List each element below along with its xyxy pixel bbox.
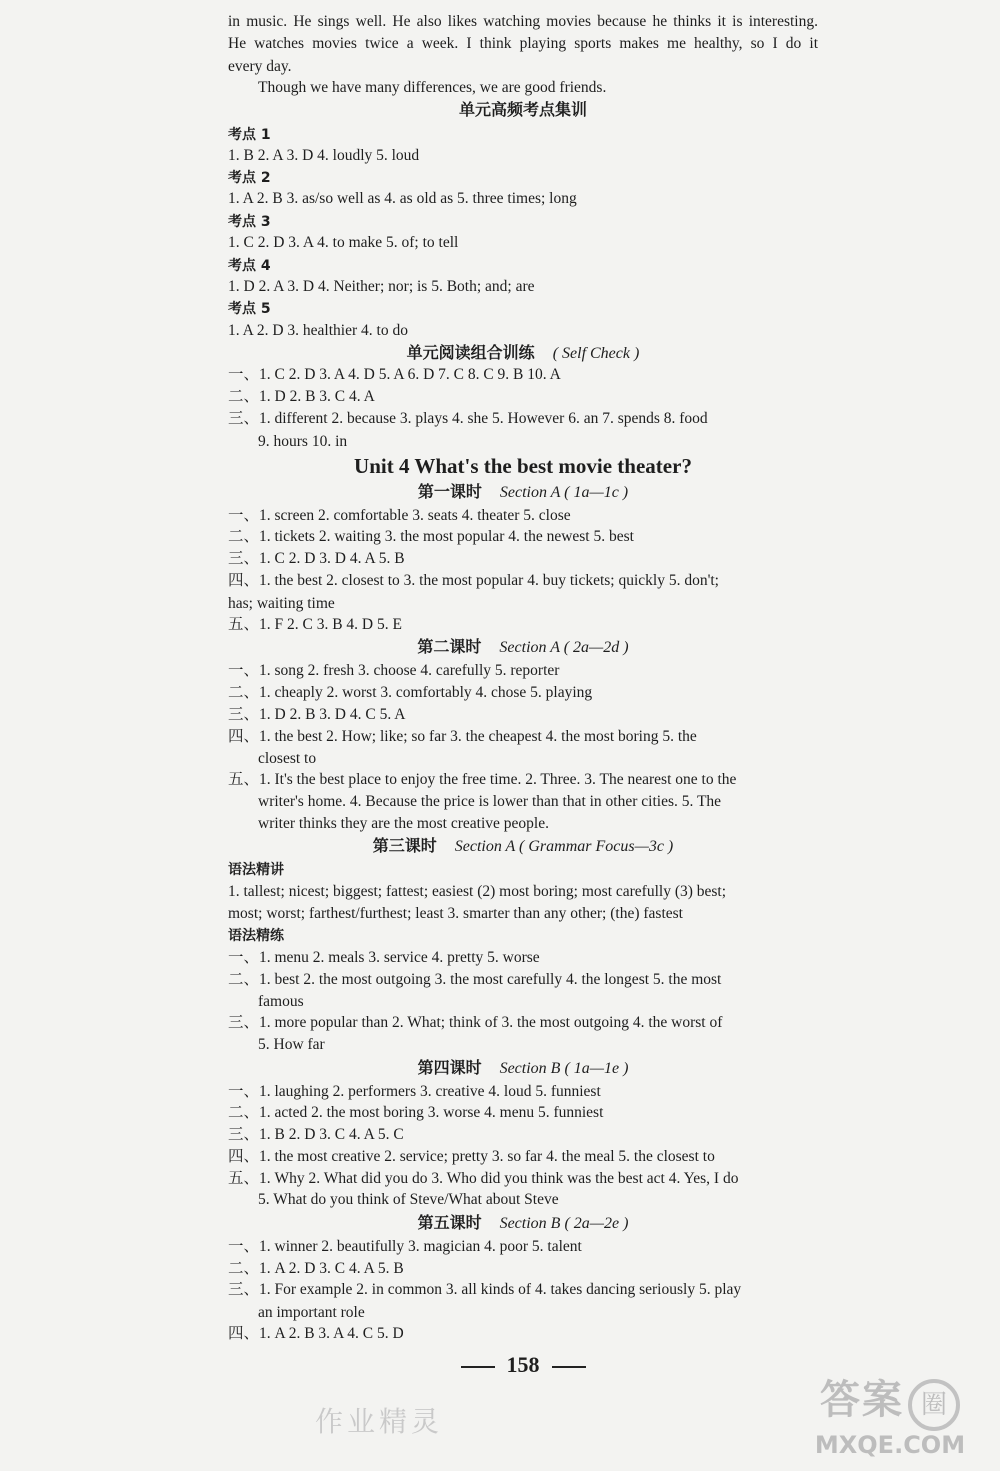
- lesson-heading: [228, 1057, 818, 1080]
- unit-title: Unit 4 What's the best movie theater?: [354, 454, 692, 478]
- answer-line: writer's home. 4. Because the price is lower than that in other cities. 5. The: [258, 793, 722, 810]
- lesson-heading: [228, 636, 818, 659]
- watermark-circle-icon: 圈: [908, 1379, 960, 1431]
- answer-line: 四、1. the best 2. How; like; so far 3. the cheapest 4. the most boring 5. the: [228, 728, 697, 745]
- answer-line: 1. A 2. B 3. as/so well as 4. as old as 5. three times; long: [228, 190, 577, 207]
- answer-line: writer thinks they are the most creative people.: [258, 815, 549, 832]
- page-number-value: 158: [506, 1352, 540, 1377]
- intro-line: every day.: [228, 58, 292, 75]
- answer-line: 1. tallest; nicest; biggest; fattest; easiest (2) most boring; most carefully (3) best;: [228, 883, 727, 900]
- answer-line: 二、1. cheaply 2. worst 3. comfortably 4. chose 5. playing: [228, 684, 593, 701]
- intro-line: Though we have many differences, we are good friends.: [258, 79, 607, 96]
- answer-line: 三、1. C 2. D 3. D 4. A 5. B: [228, 550, 405, 567]
- answer-line: famous: [258, 993, 304, 1010]
- answer-line: most; worst; farthest/furthest; least 3. smarter than any other; (the) fastest: [228, 905, 683, 922]
- answer-line: an important role: [258, 1304, 365, 1321]
- lesson-title-cn: 第五课时: [417, 1213, 482, 1232]
- intro-line: in music. He sings well. He also likes watching movies because he thinks it is interesting.: [228, 13, 818, 30]
- answer-line: 五、1. F 2. C 3. B 4. D 5. E: [228, 616, 402, 633]
- answer-line: 1. D 2. A 3. D 4. Neither; nor; is 5. Both; and; are: [228, 278, 535, 295]
- answer-line: 二、1. acted 2. the most boring 3. worse 4. menu 5. funniest: [228, 1104, 604, 1121]
- answer-line: closest to: [258, 750, 317, 767]
- answer-line: has; waiting time: [228, 595, 335, 612]
- lesson-heading: [228, 835, 818, 858]
- lesson-title-en: Section B ( 1a—1e ): [499, 1060, 629, 1077]
- page-number: [228, 1352, 818, 1378]
- lesson-title-cn: 第三课时: [372, 836, 437, 855]
- exam-point-label: 考点 4: [228, 258, 271, 274]
- answer-line: 一、1. winner 2. beautifully 3. magician 4. poor 5. talent: [228, 1238, 582, 1255]
- watermark-main-text: 答案: [820, 1377, 904, 1423]
- lesson-title-cn: 第四课时: [417, 1058, 482, 1077]
- answer-line: 二、1. best 2. the most outgoing 3. the most carefully 4. the longest 5. the most: [228, 971, 722, 988]
- answer-line: 5. What do you think of Steve/What about Steve: [258, 1191, 559, 1208]
- page-number-dash-right: [552, 1366, 586, 1368]
- answer-line: 一、1. C 2. D 3. A 4. D 5. A 6. D 7. C 8. C 9. B 10. A: [228, 366, 561, 383]
- exam-point-label: 考点 1: [228, 127, 271, 143]
- section-title-self-check: [228, 342, 818, 365]
- grammar-subheading: 语法精讲: [228, 862, 284, 878]
- lesson-title-en: Section B ( 2a—2e ): [499, 1215, 629, 1232]
- exam-point-label: 考点 5: [228, 301, 271, 317]
- answer-line: 四、1. the best 2. closest to 3. the most popular 4. buy tickets; quickly 5. don't;: [228, 572, 719, 589]
- answer-line: 二、1. A 2. D 3. C 4. A 5. B: [228, 1260, 404, 1277]
- lesson-heading: [228, 1212, 818, 1235]
- lesson-heading: [228, 481, 818, 504]
- answer-line: 五、1. It's the best place to enjoy the free time. 2. Three. 3. The nearest one to the: [228, 771, 737, 788]
- answer-line: 二、1. tickets 2. waiting 3. the most popular 4. the newest 5. best: [228, 528, 634, 545]
- exam-point-label: 考点 3: [228, 214, 271, 230]
- lesson-title-cn: 第一课时: [417, 482, 482, 501]
- exam-point-label: 考点 2: [228, 170, 271, 186]
- grammar-subheading: 语法精练: [228, 928, 284, 944]
- watermark-url: MXQE.COM: [814, 1431, 966, 1459]
- lesson-title-en: Section A ( 2a—2d ): [499, 639, 629, 656]
- intro-line: He watches movies twice a week. I think playing sports makes me healthy, so I do it: [228, 35, 818, 52]
- corner-watermark-logo: [800, 1368, 980, 1459]
- section-title-exam-points: 单元高频考点集训: [458, 100, 587, 119]
- answer-line: 三、1. different 2. because 3. plays 4. she 5. However 6. an 7. spends 8. food: [228, 410, 708, 427]
- answer-line: 五、1. Why 2. What did you do 3. Who did you think was the best act 4. Yes, I do: [228, 1170, 739, 1187]
- answer-line: 一、1. laughing 2. performers 3. creative 4. loud 5. funniest: [228, 1083, 601, 1100]
- section-title-cn: 单元阅读组合训练: [406, 343, 535, 362]
- answer-line: 三、1. more popular than 2. What; think of 3. the most outgoing 4. the worst of: [228, 1014, 723, 1031]
- answer-line: 四、1. the most creative 2. service; pretty 3. so far 4. the meal 5. the closest to: [228, 1148, 715, 1165]
- answer-line: 三、1. B 2. D 3. C 4. A 5. C: [228, 1126, 404, 1143]
- section-title-en: ( Self Check ): [552, 345, 640, 362]
- lesson-title-en: Section A ( Grammar Focus—3c ): [454, 838, 674, 855]
- answer-line: 1. B 2. A 3. D 4. loudly 5. loud: [228, 147, 420, 164]
- lesson-title-cn: 第二课时: [417, 637, 482, 656]
- answer-line: 一、1. song 2. fresh 3. choose 4. carefully 5. reporter: [228, 662, 560, 679]
- answer-line: 三、1. D 2. B 3. D 4. C 5. A: [228, 706, 406, 723]
- answer-line: 二、1. D 2. B 3. C 4. A: [228, 388, 375, 405]
- answer-line: 一、1. screen 2. comfortable 3. seats 4. theater 5. close: [228, 507, 571, 524]
- footer-watermark: 作业精灵: [315, 1405, 444, 1438]
- lesson-title-en: Section A ( 1a—1c ): [499, 484, 629, 501]
- answer-line: 9. hours 10. in: [258, 433, 348, 450]
- answer-line: 三、1. For example 2. in common 3. all kinds of 4. takes dancing seriously 5. play: [228, 1281, 742, 1298]
- answer-line: 1. A 2. D 3. healthier 4. to do: [228, 322, 408, 339]
- page-number-dash-left: [461, 1366, 495, 1368]
- answer-line: 1. C 2. D 3. A 4. to make 5. of; to tell: [228, 234, 459, 251]
- answer-line: 一、1. menu 2. meals 3. service 4. pretty 5. worse: [228, 949, 540, 966]
- answer-line: 四、1. A 2. B 3. A 4. C 5. D: [228, 1325, 404, 1342]
- answer-line: 5. How far: [258, 1036, 325, 1053]
